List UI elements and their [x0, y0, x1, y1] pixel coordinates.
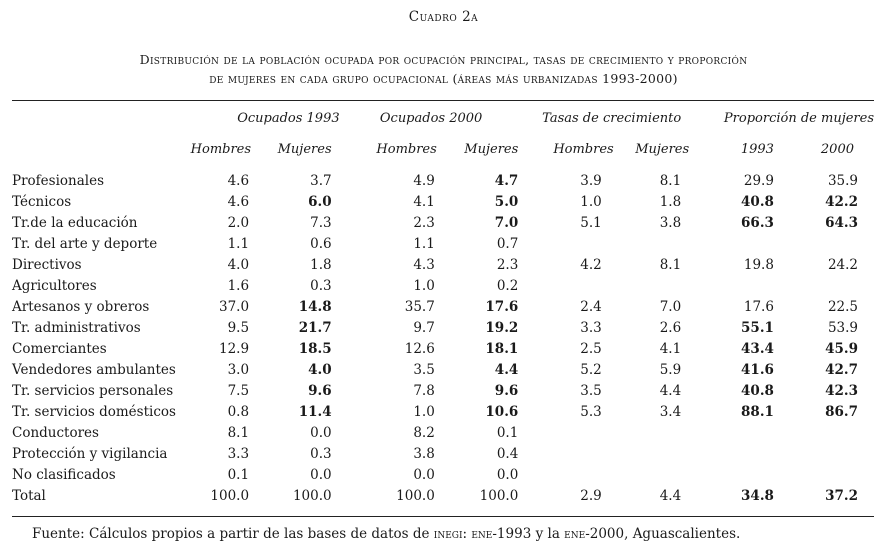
table-cell: 55.1 [741, 319, 774, 336]
source-ene-2: ene [564, 526, 586, 542]
table-cell [699, 233, 788, 254]
table-row [12, 422, 874, 443]
bottom-rule [12, 516, 874, 517]
table-cell: 0.0 [413, 466, 435, 483]
sub-header: Mujeres [277, 141, 332, 157]
table-cell: 9.5 [227, 319, 250, 336]
row-label: Protección y vigilancia [12, 445, 168, 462]
table-cell [614, 464, 699, 485]
table-cell: 5.9 [659, 361, 682, 378]
table-cell: 1.8 [659, 193, 682, 210]
table-title [0, 50, 887, 88]
source-note [32, 526, 740, 542]
table-cell [699, 422, 788, 443]
table-cell: 5.3 [580, 403, 602, 420]
row-label: Vendedores ambulantes [12, 361, 176, 378]
table-cell: 64.3 [825, 214, 858, 231]
table-cell: 21.7 [298, 319, 332, 336]
table-cell: 3.4 [659, 403, 682, 420]
data-table [12, 106, 874, 506]
table-cell: 4.4 [659, 487, 682, 504]
table-cell: 5.1 [580, 214, 602, 231]
table-caption: Cuadro 2a [408, 9, 479, 25]
source-ene-1: ene [471, 526, 493, 542]
table-cell: 45.9 [825, 340, 858, 357]
source-mid-2: -1993 y la [492, 526, 565, 542]
table-row [12, 191, 874, 212]
table-cell: 2.0 [227, 214, 250, 231]
table-row [12, 464, 874, 485]
table-cell: 7.0 [659, 298, 682, 315]
table-cell: 5.0 [494, 193, 519, 210]
table-cell: 86.7 [825, 403, 858, 420]
table-row [12, 168, 874, 191]
table-cell [530, 443, 613, 464]
table-cell: 4.6 [227, 172, 250, 189]
table-cell: 7.5 [227, 382, 250, 399]
table-cell: 4.0 [227, 256, 250, 273]
table-cell: 35.9 [827, 172, 858, 189]
table-cell: 3.0 [227, 361, 250, 378]
table-cell: 0.0 [496, 466, 519, 483]
table-cell: 19.8 [743, 256, 774, 273]
sub-header: Mujeres [635, 141, 690, 157]
table-cell: 7.0 [494, 214, 519, 231]
group-header-row [12, 106, 874, 130]
row-label: Comerciantes [12, 340, 107, 357]
table-cell [530, 233, 613, 254]
table-cell: 5.2 [580, 361, 602, 378]
table-cell: 0.7 [496, 235, 519, 252]
table-cell [788, 443, 874, 464]
group-header: Proporción de mujeres [723, 110, 874, 126]
source-suffix: -2000, Aguascalientes. [585, 526, 741, 542]
row-label: Artesanos y obreros [12, 298, 150, 315]
table-cell: 7.8 [413, 382, 435, 399]
table-cell: 100.0 [479, 487, 519, 504]
table-cell: 53.9 [827, 319, 858, 336]
table-cell [699, 275, 788, 296]
table-row [12, 212, 874, 233]
table-cell: 66.3 [741, 214, 774, 231]
row-label: Tr. servicios personales [12, 382, 174, 399]
table-cell: 4.6 [227, 193, 250, 210]
table-cell: 37.0 [219, 298, 250, 315]
table-cell: 17.6 [743, 298, 774, 315]
table-cell: 1.0 [413, 403, 435, 420]
table-cell: 3.5 [413, 361, 435, 378]
row-label: No clasificados [12, 466, 116, 483]
table-cell: 4.1 [659, 340, 682, 357]
table-cell: 4.9 [413, 172, 435, 189]
table-cell: 18.1 [485, 340, 519, 357]
table-cell: 2.6 [659, 319, 682, 336]
table-row [12, 380, 874, 401]
table-cell [699, 443, 788, 464]
table-cell: 22.5 [827, 298, 858, 315]
table-cell: 3.9 [580, 172, 602, 189]
table-cell: 1.0 [413, 277, 435, 294]
table-cell: 29.9 [743, 172, 774, 189]
table-cell: 40.8 [741, 193, 774, 210]
table-cell: 4.4 [659, 382, 682, 399]
table-cell: 4.4 [494, 361, 519, 378]
table-cell: 0.8 [227, 403, 250, 420]
table-row [12, 275, 874, 296]
table-row [12, 401, 874, 422]
table-cell: 1.6 [227, 277, 250, 294]
row-label: Técnicos [12, 193, 72, 210]
table-cell: 2.3 [496, 256, 519, 273]
table-cell: 3.8 [413, 445, 435, 462]
row-label: Directivos [12, 256, 82, 273]
table-cell: 24.2 [827, 256, 858, 273]
sub-header: Hombres [376, 141, 437, 157]
sub-header: Hombres [190, 141, 252, 157]
sub-header: Hombres [553, 141, 614, 157]
table-cell: 19.2 [485, 319, 519, 336]
table-cell: 42.2 [825, 193, 858, 210]
table-row [12, 254, 874, 275]
table-cell: 0.1 [496, 424, 519, 441]
table-cell: 0.4 [496, 445, 519, 462]
table-cell: 4.3 [413, 256, 435, 273]
row-label: Agricultores [12, 277, 97, 294]
table-row [12, 296, 874, 317]
table-cell [530, 464, 613, 485]
table-cell: 9.7 [413, 319, 435, 336]
table-cell: 1.1 [413, 235, 435, 252]
table-cell: 9.6 [494, 382, 519, 399]
table-cell: 2.3 [413, 214, 435, 231]
source-org: inegi [433, 526, 463, 542]
table-cell: 35.7 [404, 298, 435, 315]
table-cell [788, 233, 874, 254]
table-cell: 1.8 [310, 256, 332, 273]
row-label: Total [12, 487, 46, 504]
table-row [12, 359, 874, 380]
table-cell: 8.1 [659, 172, 682, 189]
table-cell: 3.5 [580, 382, 602, 399]
table-row [12, 338, 874, 359]
table-cell: 0.0 [310, 466, 332, 483]
table-cell: 37.2 [825, 487, 858, 504]
table-cell: 42.3 [825, 382, 858, 399]
table-cell: 4.2 [580, 256, 602, 273]
table-cell: 1.0 [580, 193, 602, 210]
group-header: Ocupados 2000 [379, 110, 483, 126]
row-label: Profesionales [12, 172, 105, 189]
table-cell: 0.1 [227, 466, 250, 483]
row-label: Conductores [12, 424, 99, 441]
table-cell [614, 233, 699, 254]
table-cell: 18.5 [298, 340, 332, 357]
table-cell: 3.3 [580, 319, 602, 336]
table-cell: 41.6 [741, 361, 774, 378]
table-cell: 2.5 [580, 340, 602, 357]
table-row [12, 485, 874, 506]
table-cell: 3.3 [227, 445, 250, 462]
table-cell: 0.6 [310, 235, 332, 252]
table-cell: 4.1 [413, 193, 435, 210]
table-cell: 14.8 [298, 298, 332, 315]
table-cell [788, 275, 874, 296]
table-cell: 17.6 [485, 298, 519, 315]
table-cell: 6.0 [308, 193, 332, 210]
table-cell: 4.0 [308, 361, 332, 378]
row-label: Tr. servicios domésticos [12, 403, 176, 420]
table-cell: 8.2 [413, 424, 435, 441]
table-cell: 9.6 [308, 382, 332, 399]
table-cell: 8.1 [659, 256, 682, 273]
source-prefix: Fuente: Cálculos propios a partir de las bases de datos de [32, 526, 434, 542]
table-row [12, 317, 874, 338]
table-cell: 10.6 [485, 403, 519, 420]
source-mid-1: : [462, 526, 472, 542]
table-cell: 3.7 [310, 172, 332, 189]
table-cell [530, 275, 613, 296]
table-cell: 2.4 [580, 298, 602, 315]
top-rule [12, 100, 874, 101]
table-row [12, 443, 874, 464]
table-cell: 4.7 [494, 172, 519, 189]
table-cell: 12.9 [219, 340, 250, 357]
table-cell [530, 422, 613, 443]
sub-header: Mujeres [464, 141, 519, 157]
table-cell: 100.0 [396, 487, 435, 504]
table-row [12, 233, 874, 254]
table-title-line-2: de mujeres en cada grupo ocupacional (áreas más urbanizadas 1993-2000) [209, 71, 678, 86]
table-cell [788, 464, 874, 485]
table-cell: 88.1 [741, 403, 774, 420]
table-cell: 42.7 [825, 361, 858, 378]
table-cell: 43.4 [741, 340, 774, 357]
table-cell [614, 443, 699, 464]
table-cell: 0.3 [310, 445, 332, 462]
table-cell: 0.2 [496, 277, 519, 294]
table-cell: 7.3 [310, 214, 332, 231]
group-header: Ocupados 1993 [237, 110, 340, 126]
row-label: Tr.de la educación [12, 214, 138, 231]
table-cell [788, 422, 874, 443]
row-label: Tr. del arte y deporte [12, 235, 158, 252]
table-cell: 2.9 [580, 487, 602, 504]
table-cell: 12.6 [404, 340, 435, 357]
sub-header: 1993 [740, 141, 774, 157]
table-cell: 0.3 [310, 277, 332, 294]
table-cell: 100.0 [210, 487, 250, 504]
table-cell [614, 275, 699, 296]
row-label: Tr. administrativos [12, 319, 141, 336]
table-cell: 1.1 [227, 235, 250, 252]
table-cell [699, 464, 788, 485]
table-title-line-1: Distribución de la población ocupada por ocupación principal, tasas de crecimiento y proporción [139, 52, 748, 67]
group-header: Tasas de crecimiento [542, 110, 682, 126]
table-cell [614, 422, 699, 443]
sub-header: 2000 [820, 141, 854, 157]
table-cell: 0.0 [310, 424, 332, 441]
table-cell: 3.8 [659, 214, 682, 231]
table-cell: 40.8 [741, 382, 774, 399]
sub-header-row [12, 130, 874, 168]
table-cell: 11.4 [298, 403, 332, 420]
table-cell: 34.8 [741, 487, 774, 504]
table-cell: 8.1 [227, 424, 250, 441]
table-cell: 100.0 [292, 487, 332, 504]
